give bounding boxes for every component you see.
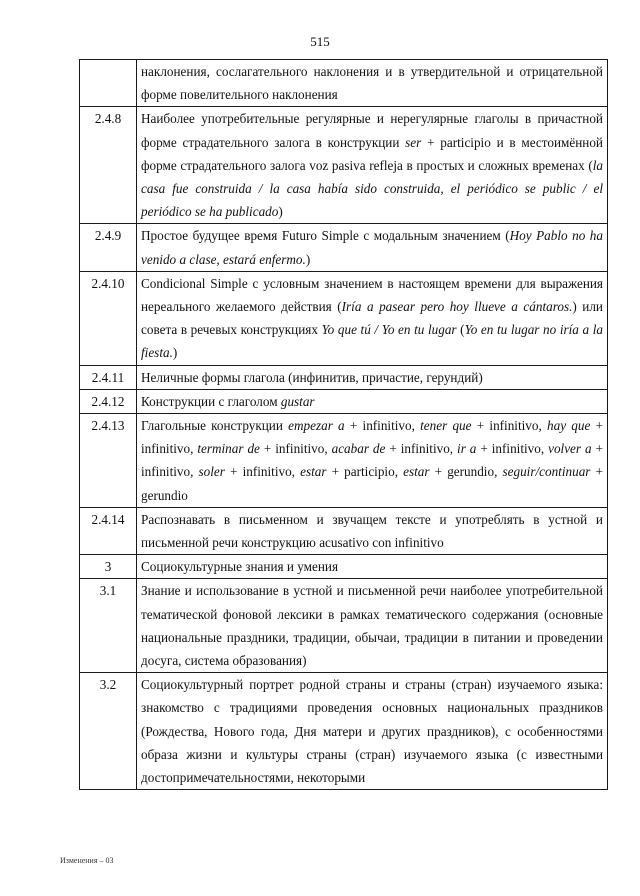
row-text: Конструкции с глаголом gustar: [137, 389, 608, 413]
row-text: Распознавать в письменном и звучащем тексте и употреблять в устной и письменной речи конструкцию acusativo con infinitivo: [137, 507, 608, 554]
table-row: [80, 555, 608, 579]
row-number: 2.4.13: [80, 414, 137, 508]
row-number: 2.4.8: [80, 107, 137, 224]
row-number: 3.1: [80, 579, 137, 673]
row-number: [80, 60, 137, 107]
row-text: Социокультурный портрет родной страны и страны (стран) изучаемого языка: знакомство с традициями проведения основных национальных праздников (Рождества, Нового года, Дня матери и других праздников), с особенностями образа жизни и культуры страны (стран) изучаемого языка (с известными достопримечательностями, некоторыми: [137, 673, 608, 790]
table-row: [80, 673, 608, 790]
row-number: 2.4.12: [80, 389, 137, 413]
table-row: [80, 507, 608, 554]
table-row: [80, 271, 608, 365]
row-number: 2.4.10: [80, 271, 137, 365]
row-text: наклонения, сослагательного наклонения и в утвердительной и отрицательной форме повелительного наклонения: [137, 60, 608, 107]
row-number: 2.4.14: [80, 507, 137, 554]
row-text: Condicional Simple с условным значением в настоящем времени для выражения нереального желаемого действия (Iría a pasear pero hoy llueve a cántaros.) или совета в речевых конструкциях Yo que tú / Yo en tu lugar (Yo en tu lugar no iría a la fiesta.): [137, 271, 608, 365]
row-number: 3: [80, 555, 137, 579]
page-number: 515: [310, 34, 330, 49]
table-row: [80, 107, 608, 224]
row-text: Наиболее употребительные регулярные и нерегулярные глаголы в причастной форме страдательного залога в конструкции ser + participio и в местоимённой форме страдательного залога voz pasiva refleja в простых и сложных временах (la casa fue construida / la casa había sido construida, el periódico se public / el periódico se ha publicado): [137, 107, 608, 224]
curriculum-table: [79, 59, 608, 790]
row-number: 2.4.11: [80, 365, 137, 389]
table-row: [80, 579, 608, 673]
row-text: Глагольные конструкции empezar a + infinitivo, tener que + infinitivo, hay que + infinitivo, terminar de + infinitivo, acabar de + infinitivo, ir a + infinitivo, volver a + infinitivo, soler + infinitivo, estar + participio, estar + gerundio, seguir/continuar + gerundio: [137, 414, 608, 508]
table-row: [80, 365, 608, 389]
table-row: [80, 389, 608, 413]
table-row: [80, 60, 608, 107]
table-row: [80, 414, 608, 508]
row-text: Социокультурные знания и умения: [137, 555, 608, 579]
row-text: Знание и использование в устной и письменной речи наиболее употребительной тематической фоновой лексики в рамках тематического содержания (основные национальные праздники, традиции, обычаи, традиции в питании и проведении досуга, система образования): [137, 579, 608, 673]
table-body: [80, 60, 608, 790]
row-text: Простое будущее время Futuro Simple с модальным значением (Hoy Pablo no ha venido a clase, estará enfermo.): [137, 224, 608, 271]
row-text: Неличные формы глагола (инфинитив, причастие, герундий): [137, 365, 608, 389]
row-number: 2.4.9: [80, 224, 137, 271]
table-row: [80, 224, 608, 271]
footer-note: Изменения – 03: [60, 856, 114, 865]
row-number: 3.2: [80, 673, 137, 790]
